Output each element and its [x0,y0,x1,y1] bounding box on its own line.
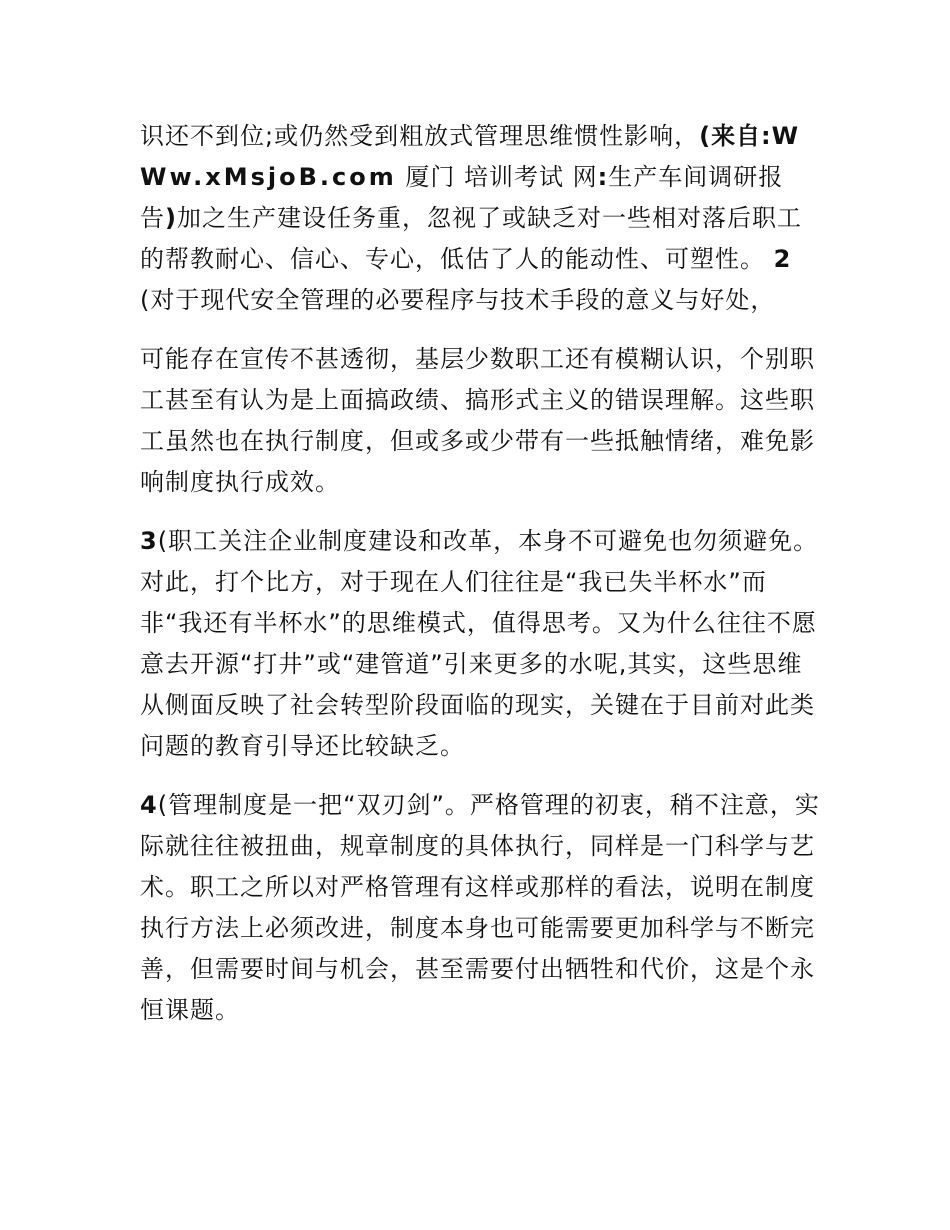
paragraph-1 [140,116,820,321]
p1-item-number-2: 2 [773,245,792,273]
document-body [140,116,820,1031]
p4-item-number: 4 [140,791,158,819]
p1-source-open: (来自: [699,122,772,150]
p4-text: (管理制度是一把“双刃剑”。严格管理的初衷，稍不注意，实际就往往被扭曲，规章制度的具体执行，同样是一门科学与艺术。职工之所以对严格管理有这样或那样的看法，说明在制度执行方法上必须改进，制度本身也可能需要更加科学与不断完善，但需要时间与机会，甚至需要付出牺牲和代价，这是个永恒课题。 [140,791,820,1024]
p1-text-a: 识还不到位;或仍然受到粗放式管理思维惯性影响， [140,122,700,150]
p3-item-number: 3 [140,527,158,555]
paragraph-2: 可能存在宣传不甚透彻，基层少数职工还有模糊认识，个别职工甚至有认为是上面搞政绩、搞形式主义的错误理解。这些职工虽然也在执行制度，但或多或少带有一些抵触情绪，难免影响制度执行成效。 [140,345,815,496]
p1-source-close: ) [165,204,177,232]
p1-source-colon: : [597,163,609,191]
p1-source-url: WWw.xMsjoB.com [140,122,802,191]
paragraph-4 [140,785,820,1031]
p1-text-c: (对于现代安全管理的必要程序与技术手段的意义与好处， [140,286,776,314]
p3-text: (职工关注企业制度建设和改革，本身不可避免也勿须避免。对此，打个比方，对于现在人们往往是“我已失半杯水”而非“我还有半杯水”的思维模式，值得思考。又为什么往往不愿意去开源“打井”或“建管道”引来更多的水呢,其实，这些思维从侧面反映了社会转型阶段面临的现实，关键在于目前对此类问题的教育引导还比较缺乏。 [140,527,819,760]
p1-text-b: 加之生产建设任务重，忽视了或缺乏对一些相对落后职工的帮教耐心、信心、专心，低估了人的能动性、可塑性。 [140,204,802,273]
p1-source-site: 厦门 培训考试 网 [396,163,598,191]
p1-source-title: 生产车间调研报告 [140,163,784,232]
paragraph-3 [140,521,820,767]
